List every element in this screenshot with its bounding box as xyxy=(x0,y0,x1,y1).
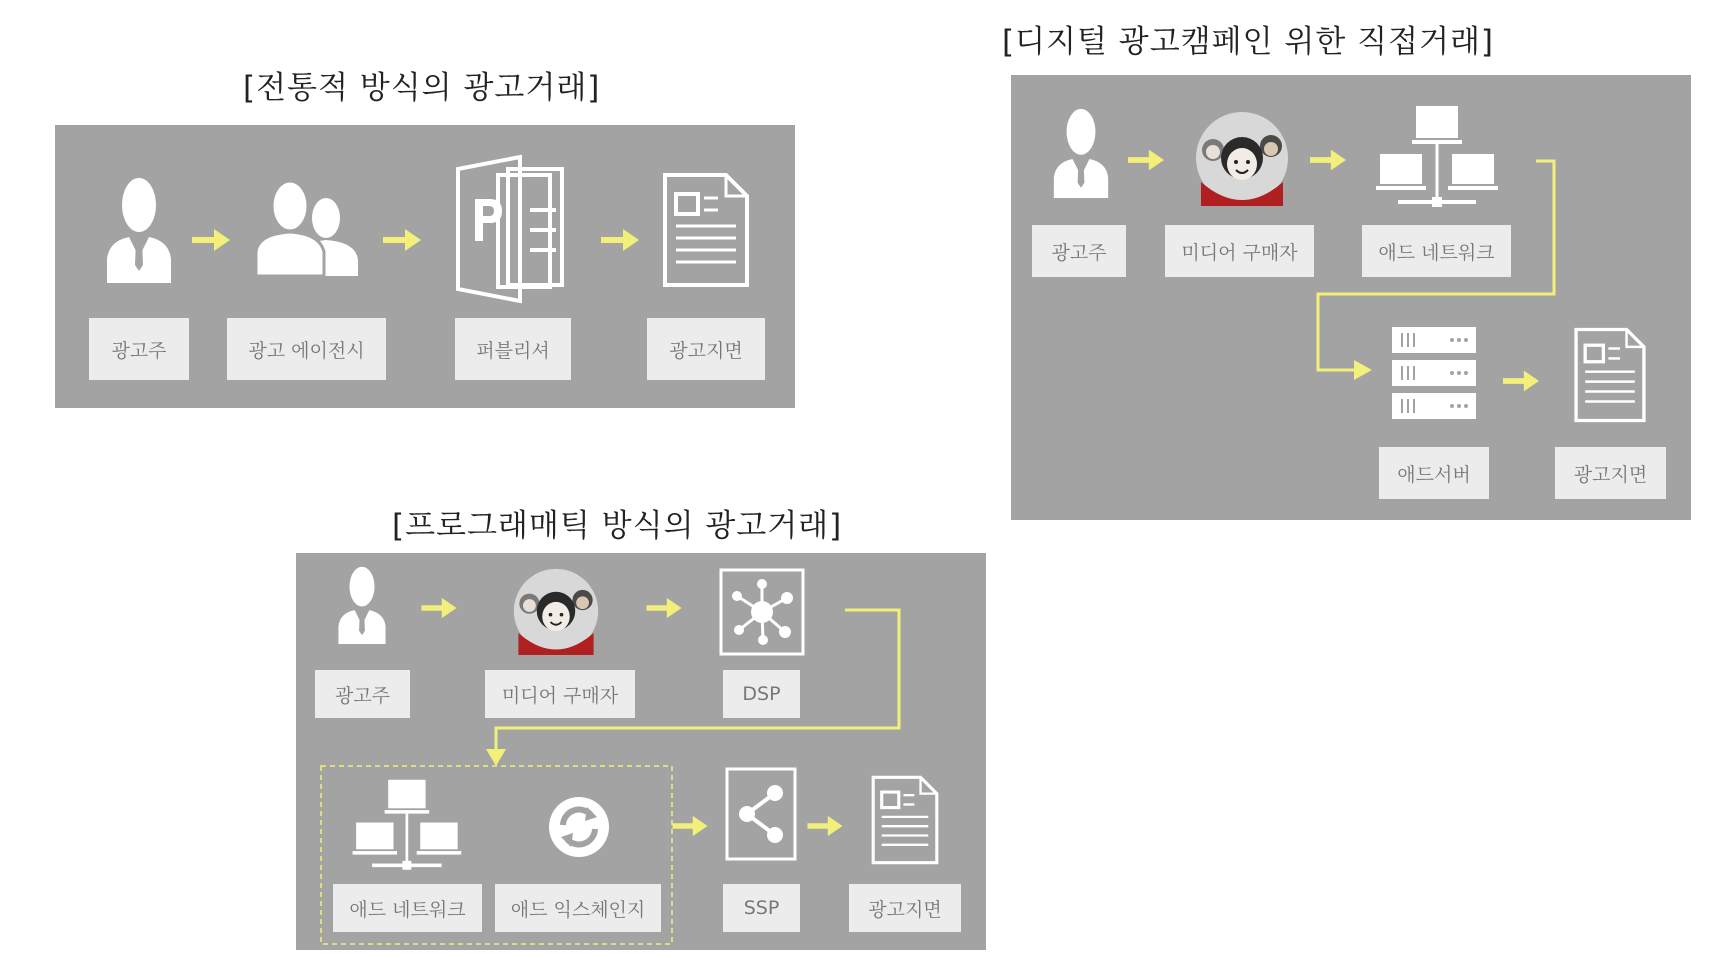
arrow-right-icon xyxy=(1310,147,1346,173)
person-icon xyxy=(105,177,173,283)
programmatic-label-advertiser: 광고주 xyxy=(315,670,410,718)
media-buyer-faces-icon xyxy=(512,567,600,655)
arrow-right-icon xyxy=(1503,368,1539,394)
programmatic-label-ad-network: 애드 네트워크 xyxy=(333,884,482,932)
traditional-label-ad-page: 광고지면 xyxy=(647,318,765,380)
traditional-label-agency: 광고 에이전시 xyxy=(227,318,386,380)
newspaper-icon xyxy=(1568,327,1652,423)
arrow-right-icon xyxy=(1128,147,1164,173)
media-buyer-faces-icon xyxy=(1195,110,1289,206)
newspaper-icon xyxy=(662,172,750,288)
direct-label-ad-page: 광고지면 xyxy=(1555,447,1666,499)
arrow-right-icon xyxy=(421,596,457,620)
direct-title: [디지털 광고캠페인 위한 직접거래] xyxy=(1002,24,1494,60)
direct-label-media-buyer: 미디어 구매자 xyxy=(1165,225,1314,277)
traditional-label-advertiser: 광고주 xyxy=(89,318,189,380)
person-icon xyxy=(332,566,392,644)
direct-label-ad-network: 애드 네트워크 xyxy=(1362,225,1511,277)
people-icon xyxy=(256,180,360,276)
dsp-hub-icon xyxy=(719,568,805,656)
programmatic-label-ssp: SSP xyxy=(723,884,800,932)
traditional-title: [전통적 방식의 광고거래] xyxy=(243,70,601,106)
arrow-right-icon xyxy=(383,227,421,253)
direct-label-advertiser: 광고주 xyxy=(1032,225,1126,277)
newspaper-icon xyxy=(863,775,947,865)
programmatic-title: [프로그래매틱 방식의 광고거래] xyxy=(392,508,843,544)
programmatic-label-dsp: DSP xyxy=(723,670,800,718)
arrow-right-icon xyxy=(192,227,230,253)
arrow-right-icon xyxy=(601,227,639,253)
network-computers-icon xyxy=(1376,104,1496,214)
programmatic-label-ad-exchange: 애드 익스체인지 xyxy=(495,884,661,932)
traditional-label-publisher: 퍼블리셔 xyxy=(455,318,571,380)
arrow-right-icon xyxy=(672,814,708,838)
ssp-share-icon xyxy=(725,767,797,861)
server-rack-icon xyxy=(1390,325,1478,421)
person-icon xyxy=(1051,108,1111,198)
arrow-right-icon xyxy=(807,814,843,838)
direct-label-ad-server: 애드서버 xyxy=(1379,447,1489,499)
network-computers-icon xyxy=(346,778,466,876)
publisher-document-icon xyxy=(456,155,568,301)
arrow-right-icon xyxy=(646,596,682,620)
exchange-sync-icon xyxy=(547,795,611,859)
programmatic-label-ad-page: 광고지면 xyxy=(849,884,961,932)
programmatic-label-media-buyer: 미디어 구매자 xyxy=(485,670,635,718)
